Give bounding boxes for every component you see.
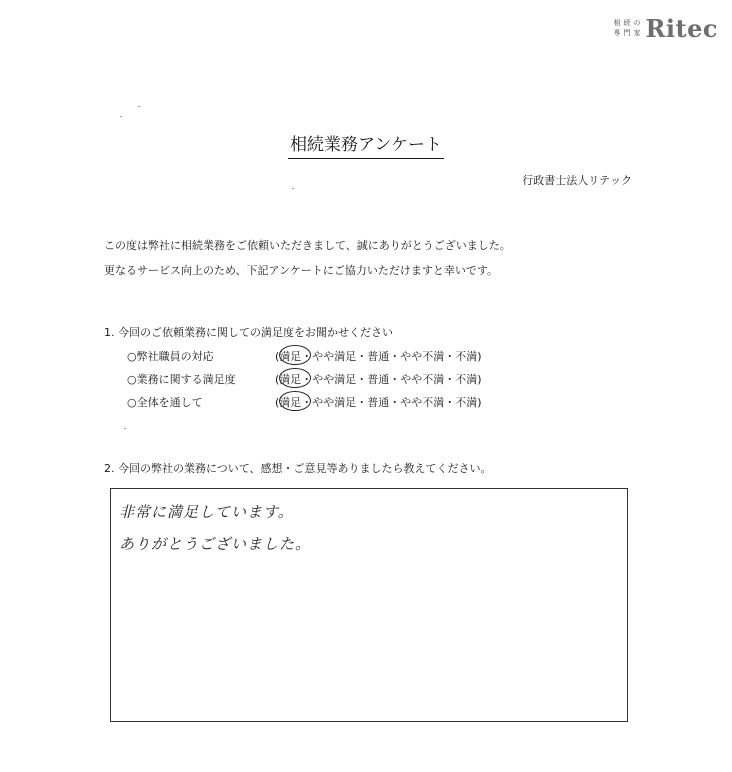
- rating-options: (満足・やや満足・普通・やや不満・不満): [275, 350, 482, 363]
- rating-options: (満足・やや満足・普通・やや不満・不満): [275, 396, 482, 409]
- rating-choices: [275, 348, 482, 364]
- rating-choices: [275, 394, 482, 410]
- handwritten-answer-line-1: 非常に満足しています。: [119, 503, 294, 521]
- selected-circle: [279, 391, 311, 411]
- intro-line-2: 更なるサービス向上のため、下記アンケートにご協力いただけますと幸いです。: [104, 264, 499, 277]
- selected-circle: [279, 368, 311, 388]
- rating-label: ○弊社職員の対応: [127, 350, 214, 363]
- handwritten-answer-line-2: ありがとうございました。: [119, 535, 312, 553]
- intro-line-1: この度は弊社に相続業務をご依頼いただきまして、誠にありがとうございました。: [104, 239, 511, 252]
- answer-box: [110, 488, 628, 722]
- rating-row-work: [127, 371, 482, 387]
- document-title: [0, 130, 732, 155]
- scan-speck: [124, 428, 126, 429]
- question-2: 2. 今回の弊社の業務について、感想・ご意見等ありましたら教えてください。: [104, 462, 492, 475]
- scan-speck: [138, 106, 140, 107]
- rating-choices: [275, 371, 482, 387]
- scan-speck: [120, 116, 122, 117]
- ritec-logo: [612, 14, 718, 43]
- rating-row-staff: [127, 348, 482, 364]
- seal-char: 家: [633, 29, 641, 37]
- question-1: 1. 今回のご依頼業務に関しての満足度をお聞かせください: [104, 326, 393, 339]
- seal-char: 門: [623, 29, 631, 37]
- selected-circle: [279, 345, 311, 365]
- rating-label: ○全体を通して: [127, 396, 203, 409]
- seal-char: 相: [613, 19, 621, 27]
- organization-name: 行政書士法人リテック: [522, 174, 632, 187]
- logo-wordmark: Ritec: [645, 14, 718, 43]
- logo-seal: [612, 19, 641, 38]
- scan-speck: [292, 188, 294, 189]
- rating-row-overall: [127, 394, 482, 410]
- rating-label: ○業務に関する満足度: [127, 373, 236, 386]
- rating-options: (満足・やや満足・普通・やや不満・不満): [275, 373, 482, 386]
- seal-char: 専: [613, 29, 621, 37]
- title-text: 相続業務アンケート: [288, 135, 444, 159]
- seal-char: 続: [623, 19, 631, 27]
- seal-char: の: [633, 19, 641, 27]
